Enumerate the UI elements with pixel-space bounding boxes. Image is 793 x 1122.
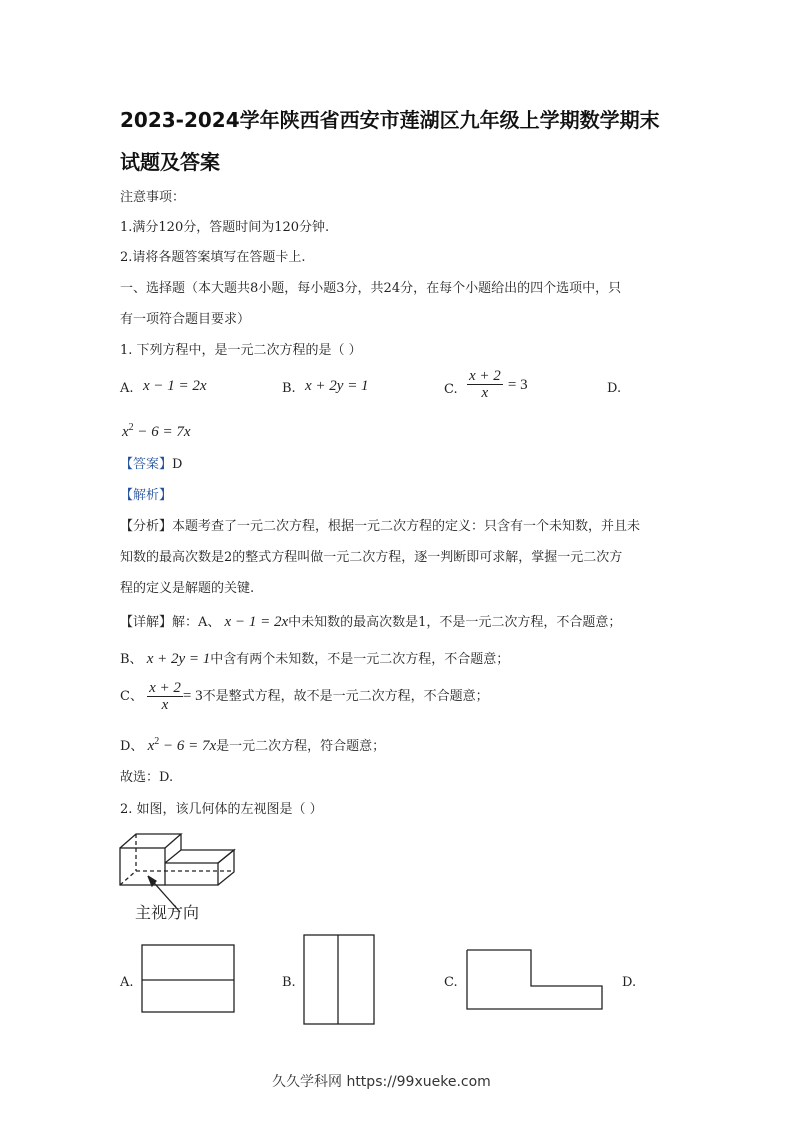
q1-option-b-label: B. xyxy=(282,381,296,396)
notes-item-2: 2.请将各题答案填写在答题卡上. xyxy=(120,250,306,265)
section-heading-line1: 一、选择题（本大题共8小题，每小题3分，共24分，在每个小题给出的四个选项中，只 xyxy=(120,281,622,296)
detail-a-expr: x − 1 = 2x xyxy=(224,614,289,630)
fenxi-line-2: 知数的最高次数是2的整式方程叫做一元二次方程，逐一判断即可求解，掌握一元二次方 xyxy=(120,550,623,565)
fenxi-text-1: 本题考查了一元二次方程，根据一元二次方程的定义：只含有一个未知数，并且未 xyxy=(172,519,641,534)
question-1-stem: 1. 下列方程中，是一元二次方程的是（ ） xyxy=(120,343,362,358)
detail-c-rhs: = 3 xyxy=(182,688,203,704)
q1-answer xyxy=(120,456,182,474)
detail-line-c xyxy=(120,680,489,713)
detail-tag: 【详解】 xyxy=(120,615,173,630)
fenxi-tag: 【分析】 xyxy=(120,519,173,534)
q1-option-c-rhs: = 3 xyxy=(507,377,528,393)
q1-option-c-fraction xyxy=(467,368,503,401)
q1-option-c-expr xyxy=(467,368,528,401)
section-heading-line2: 有一项符合题目要求） xyxy=(120,312,251,327)
detail-d-base: x xyxy=(147,738,155,754)
q2-option-a-label: A. xyxy=(120,975,134,990)
direction-label: 主视方向 xyxy=(135,903,200,922)
q1-option-c-label: C. xyxy=(444,382,458,397)
q2-option-b-figure xyxy=(302,934,376,1026)
detail-line-b xyxy=(120,650,509,669)
q2-option-c-figure xyxy=(465,948,605,1012)
fenxi-line-1 xyxy=(120,518,640,536)
q2-option-a-figure xyxy=(140,944,236,1014)
q1-option-a-expr: x − 1 = 2x xyxy=(143,378,207,394)
detail-c-numerator: x + 2 xyxy=(149,680,181,696)
q2-option-d-label: D. xyxy=(622,975,637,990)
detail-line-a xyxy=(120,613,621,632)
footer-watermark: 久久学科网 https://99xueke.com xyxy=(272,1074,491,1090)
fenxi-line-3: 程的定义是解题的关键. xyxy=(120,581,255,596)
q1-option-c-denominator: x xyxy=(481,385,489,401)
detail-c-denominator: x xyxy=(161,697,169,713)
q2-option-b-label: B. xyxy=(282,975,296,990)
analysis-tag: 【解析】 xyxy=(120,488,173,503)
detail-c-label: C、 xyxy=(120,689,143,704)
detail-d-rest: − 6 = 7x xyxy=(159,738,217,754)
answer-value: D xyxy=(172,457,183,472)
q1-option-d-expr xyxy=(122,422,191,441)
detail-d-text: 是一元二次方程，符合题意； xyxy=(216,739,386,754)
detail-d-sup: 2 xyxy=(154,736,160,747)
q1-option-d-base: x xyxy=(122,424,129,440)
page-title-line1: 2023-2024学年陕西省西安市莲湖区九年级上学期数学期末 xyxy=(120,108,660,132)
detail-a-text: 中未知数的最高次数是1，不是一元二次方程，不合题意； xyxy=(288,615,622,630)
page-title-line2: 试题及答案 xyxy=(120,150,220,174)
q1-conclusion: 故选：D. xyxy=(120,770,174,785)
q1-option-a-label: A. xyxy=(120,381,134,396)
notes-item-1: 1.满分120分，答题时间为120分钟. xyxy=(120,220,330,235)
q1-option-d-rest: − 6 = 7x xyxy=(133,424,191,440)
detail-b-label: B、 xyxy=(120,652,143,667)
detail-intro: 解：A、 xyxy=(172,615,221,630)
detail-c-fraction xyxy=(147,680,183,713)
q1-option-d-sup: 2 xyxy=(128,422,134,433)
detail-d-label: D、 xyxy=(120,739,144,754)
q1-option-c-numerator: x + 2 xyxy=(469,368,501,384)
q1-option-d-label: D. xyxy=(607,381,622,396)
answer-tag: 【答案】 xyxy=(120,457,173,472)
q2-option-c-label: C. xyxy=(444,975,458,990)
detail-b-text: 中含有两个未知数，不是一元二次方程，不合题意； xyxy=(210,652,510,667)
detail-line-d xyxy=(120,733,385,756)
detail-b-expr: x + 2y = 1 xyxy=(146,651,211,667)
notes-heading: 注意事项： xyxy=(120,190,186,205)
q1-option-b-expr: x + 2y = 1 xyxy=(305,378,369,394)
question-2-stem: 2. 如图，该几何体的左视图是（ ） xyxy=(120,802,323,817)
detail-c-text: 不是整式方程，故不是一元二次方程，不合题意； xyxy=(202,689,489,704)
